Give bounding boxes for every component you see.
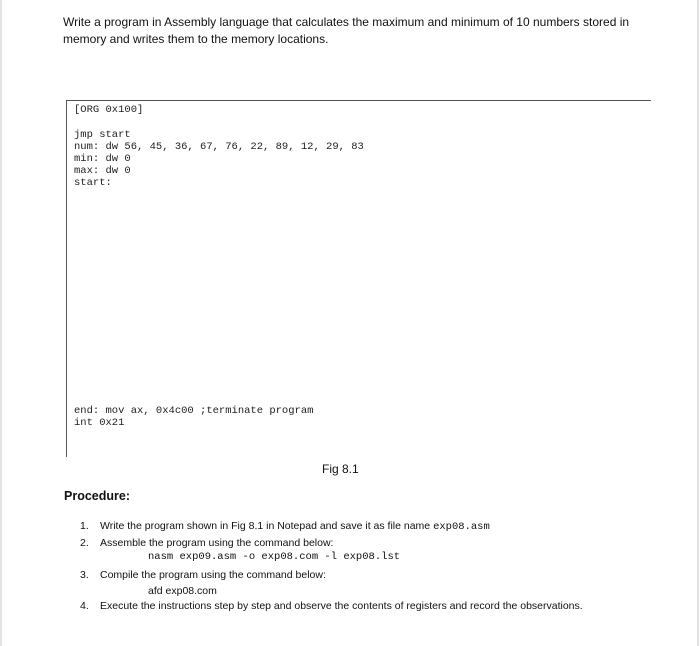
figure-caption: Fig 8.1: [322, 462, 359, 476]
code-line: max: dw 0: [74, 165, 131, 177]
code-line: start:: [74, 177, 112, 189]
procedure-step-2: [80, 537, 333, 550]
step-text: Write the program shown in Fig 8.1 in Notepad and save it as file name: [100, 520, 434, 532]
step-filename: exp08.asm: [433, 521, 490, 533]
step-number: 2.: [80, 537, 89, 549]
step-text: Execute the instructions step by step and observe the contents of registers and record the observations.: [100, 600, 583, 612]
procedure-step-4: [80, 600, 583, 613]
code-org-line: [74, 104, 143, 116]
step-number: 1.: [80, 520, 89, 532]
page-right-edge: [697, 0, 699, 646]
assemble-command: nasm exp09.asm -o exp08.com -l exp08.lst: [148, 551, 401, 563]
code-line: end: mov ax, 0x4c00 ;terminate program: [74, 405, 314, 417]
procedure-step-1: [80, 520, 490, 534]
page-left-edge: [0, 0, 2, 646]
step-number: 4.: [80, 600, 89, 612]
intro-paragraph: Write a program in Assembly language that calculates the maximum and minimum of 10 numbers stored in memory and writes them to the memory locations.: [63, 15, 630, 46]
procedure-heading: Procedure:: [64, 489, 130, 503]
compile-command: afd exp08.com: [148, 585, 217, 597]
step-number: 3.: [80, 569, 89, 581]
procedure-step-3: [80, 569, 326, 582]
code-line: min: dw 0: [74, 153, 131, 165]
code-line: jmp start: [74, 129, 131, 141]
code-line: num: dw 56, 45, 36, 67, 76, 22, 89, 12, 29, 83: [74, 141, 364, 153]
code-block-bottom: [74, 405, 313, 429]
code-line: [ORG 0x100]: [74, 104, 144, 116]
step-text: Assemble the program using the command below:: [100, 537, 334, 549]
code-line: int 0x21: [74, 417, 125, 429]
step-text: Compile the program using the command below:: [100, 569, 326, 581]
code-block-top: [74, 129, 364, 189]
